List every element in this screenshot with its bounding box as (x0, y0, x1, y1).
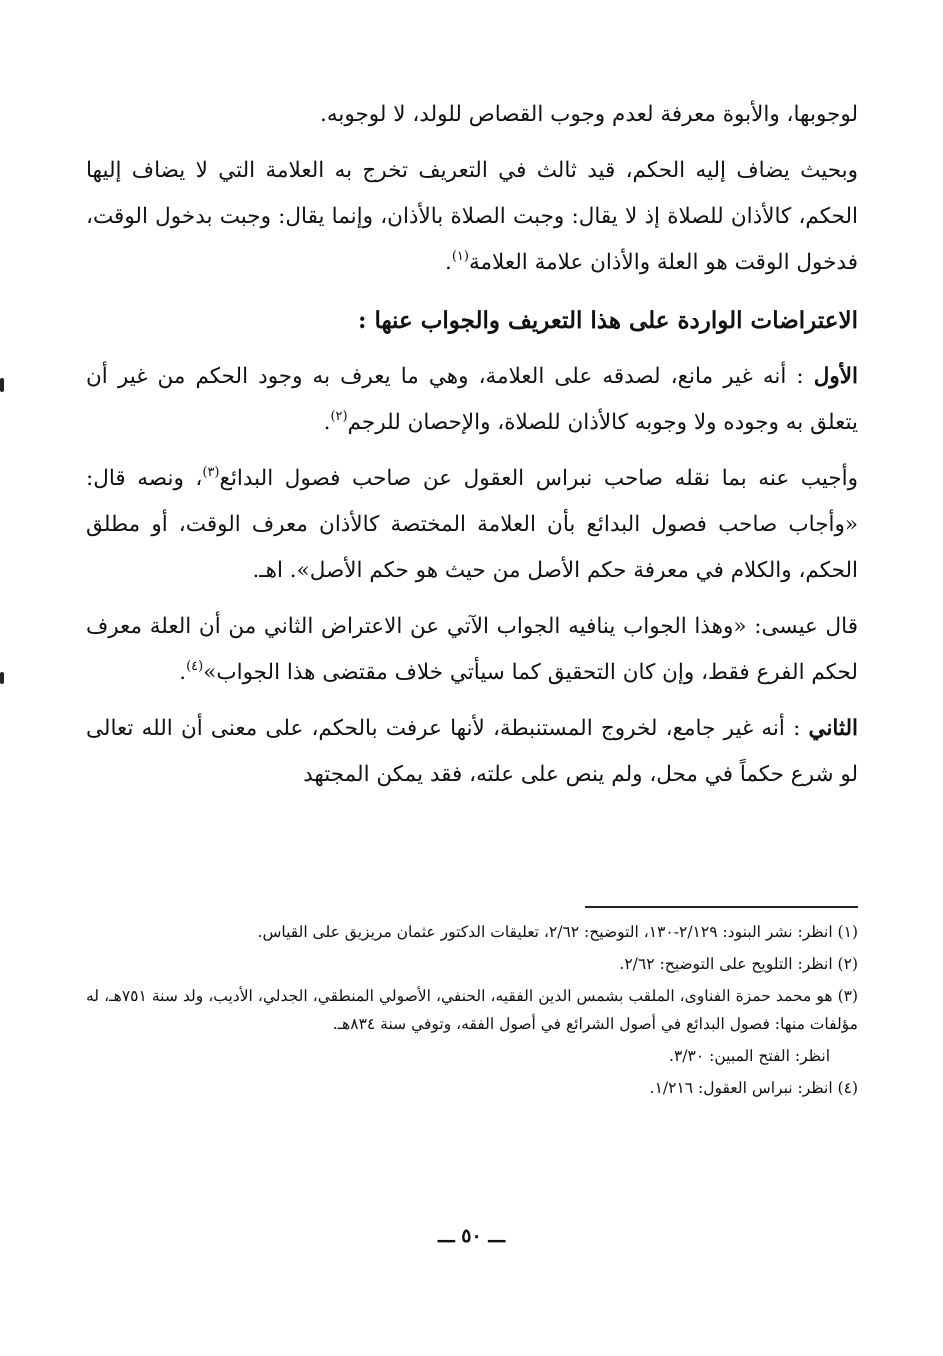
paragraph-isa (86, 604, 858, 696)
main-text (86, 92, 858, 808)
footnote-ref-3[interactable]: (٣) (202, 465, 220, 480)
footnote-1: (١) انظر: نشر البنود: ٢/١٢٩-١٣٠، التوضيح: ٢/٦٢، تعليقات الدكتور عثمان مريزيق على القياس. (257, 923, 858, 941)
footnote-2: (٢) انظر: التلويح على التوضيح: ٢/٦٢. (619, 955, 858, 973)
isa-end: . (179, 660, 187, 685)
footnote-ref-2[interactable]: (٢) (330, 409, 348, 424)
footnote-3-source: انظر: الفتح المبين: ٣/٣٠. (669, 1047, 830, 1065)
objection-1-label: الأول (813, 364, 858, 389)
footnote-4: (٤) انظر: نبراس العقول: ١/٢١٦. (649, 1079, 858, 1097)
isa-text: قال عيسى: «وهذا الجواب ينافيه الجواب الآتي عن الاعتراض الثاني من أن العلة معرف لحكم الفرع فقط، وإن كان التحقيق كما سيأتي خلاف مقتضى هذا الجواب» (86, 614, 858, 685)
page-number: ـــ ٥٠ ـــ (437, 1225, 506, 1247)
scan-edge-mark (0, 672, 4, 684)
paragraph-1-text: لوجوبها، والأبوة معرفة لعدم وجوب القصاص للولد، لا لوجوبه. (320, 102, 858, 127)
scan-edge-mark (0, 378, 4, 392)
footnote-separator (585, 906, 858, 908)
objection-2-text: : أنه غير جامع، لخروج المستنبطة، لأنها عرفت بالحكم، على معنى أن الله تعالى لو شرع حكماً في محل، ولم ينص على علته، فقد يمكن المجتهد (86, 716, 858, 787)
footnotes (86, 918, 858, 1106)
paragraph-answer (86, 456, 858, 594)
objection-2-label: الثاني (808, 716, 858, 741)
footnote-3: (٣) هو محمد حمزة الفناوى، الملقب بشمس الدين الفقيه، الحنفي، الأصولي المنطقي، الجدلي، الأديب، ولد سنة ٧٥١هـ، له مؤلفات منها: فصول البدائع في أصول الشرائع في أصول الفقه، وتوفي سنة ٨٣٤هـ. (86, 987, 859, 1033)
paragraph-2-end: . (445, 250, 452, 275)
objection-1-end: . (323, 410, 331, 435)
paragraph-1 (86, 92, 858, 138)
footnote-ref-1[interactable]: (١) (451, 249, 469, 264)
paragraph-first-objection (86, 354, 858, 446)
paragraph-second-objection (86, 706, 858, 798)
answer-text-b: ، ونصه قال: «وأجاب صاحب فصول البدائع بأن العلامة المختصة كالأذان معرف الوقت، أو مطلق الحكم، والكلام في معرفة حكم الأصل من حيث هو حكم الأصل». اهـ. (86, 466, 858, 583)
paragraph-2 (86, 148, 858, 286)
paragraph-2-text: وبحيث يضاف إليه الحكم، قيد ثالث في التعريف تخرج به العلامة التي لا يضاف إليها الحكم، كالأذان للصلاة إذ لا يقال: وجبت الصلاة بالأذان، وإنما يقال: وجبت بدخول الوقت، فدخول الوقت هو العلة والأذان علامة العلامة (86, 158, 858, 275)
footnote-ref-4[interactable]: (٤) (186, 659, 204, 674)
answer-text-a: وأجيب عنه بما نقله صاحب نبراس العقول عن صاحب فصول البدائع (219, 466, 858, 491)
section-heading: الاعتراضات الواردة على هذا التعريف والجواب عنها : (357, 307, 858, 334)
objection-1-text: : أنه غير مانع، لصدقه على العلامة، وهي ما يعرف به وجود الحكم من غير أن يتعلق به وجوده ولا وجوبه كالأذان للصلاة، والإحصان للرجم (86, 364, 858, 435)
